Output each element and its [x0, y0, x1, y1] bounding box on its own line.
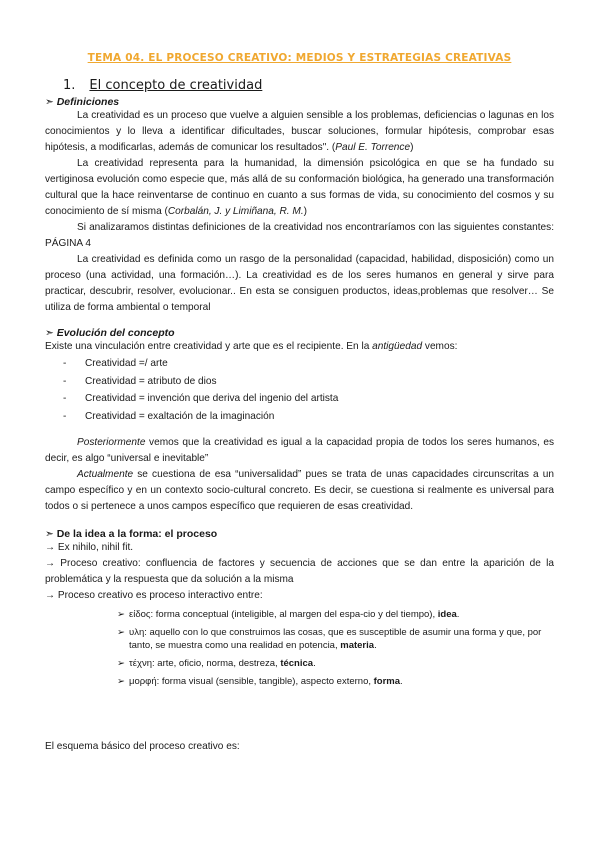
list-item: ➢ τέχνη: arte, oficio, norma, destreza, técnica.	[117, 658, 316, 669]
list-item: - Creatividad = atributo de dios	[63, 373, 554, 391]
list-item: - Creatividad =/ arte	[63, 355, 554, 373]
definition-paragraph-torrence: La creatividad es un proceso que vuelve a alguien sensible a los problemas, deficiencias o lagunas en los conocimientos y lo lleva a identificar dificultades, buscar soluciones, formular hipótesis, comprobar esas hipótesis, a modificarlas, además de comunicar los resultados". (Paul E. Torrence)	[45, 110, 554, 153]
posteriormente-paragraph: Posteriormente vemos que la creatividad es igual a la capacidad propia de todos los seres humanos, es decir, es algo “universal e inevitable”	[45, 437, 554, 464]
proceso-interactivo-line: → Proceso creativo es proceso interactivo entre:	[45, 590, 263, 601]
definition-paragraph-corbalan: La creatividad representa para la humanidad, la dimensión psicológica en que se ha fundado su vertiginosa evolución como especie que, más allá de su conformación biológica, ha generado una transformación cultural que la hace reinventarse de continuo en cuanto a sus formas de vida, su conocimiento del cosmos y su conocimiento de sí misma (Corbalán, J. y Limiñana, R. M.)	[45, 158, 554, 217]
section-title: El concepto de creatividad	[89, 78, 263, 93]
evolucion-intro: Existe una vinculación entre creatividad y arte que es el recipiente. En la antigüedad vemos:	[45, 341, 458, 352]
evolucion-list	[45, 355, 554, 425]
constants-paragraph: Si analizaramos distintas definiciones de la creatividad nos encontraríamos con las siguientes constantes: PÁGINA 4	[45, 222, 554, 249]
proceso-creativo-definition: → Proceso creativo: confluencia de factores y secuencia de acciones que se dan entre la aparición de la problemática y la respuesta que da solución a la misma	[45, 558, 554, 585]
actualmente-paragraph: Actualmente se cuestiona de esa “universalidad” pues se trata de unas capacidades circunscritas a un campo específico y en un contexto socio-cultural concreto. Es decir, se cuestiona si realmente es universal para todos o si pertenece a unos campos específico que requieren de esas creatividad.	[45, 469, 554, 512]
definition-summary-paragraph: La creatividad es definida como un rasgo de la personalidad (capacidad, habilidad, disposición) como un proceso (una actividad, una formación…). La creatividad es de los seres humanos en general y sirve para practicar, descubrir, resolver, evolucionar.. En esta se consiguen productos, ideas,problemas que resolver… Se utiliza de forma ambiental o temporal	[45, 254, 554, 313]
definiciones-heading: ➣ Definiciones	[45, 96, 120, 108]
section-number: 1.	[63, 78, 76, 93]
list-item: ➢ μορφή: forma visual (sensible, tangible), aspecto externo, forma.	[117, 676, 403, 687]
document-title: TEMA 04. EL PROCESO CREATIVO: MEDIOS Y ESTRATEGIAS CREATIVAS	[87, 52, 512, 64]
ex-nihilo-line: → Ex nihilo, nihil fit.	[45, 542, 134, 553]
list-item: - Creatividad = invención que deriva del ingenio del artista	[63, 390, 554, 408]
citation-torrence: Paul E. Torrence	[335, 142, 411, 153]
list-item: ➢ υλη: aquello con lo que construimos las cosas, que es susceptible de asumir una forma y que, por tanto, se muestra como una realidad en potencia, materia.	[117, 627, 542, 651]
evolucion-heading: ➣ Evolución del concepto	[45, 327, 175, 339]
proceso-heading: ➣ De la idea a la forma: el proceso	[45, 528, 218, 540]
greek-concepts-list	[45, 608, 554, 688]
section-heading	[45, 78, 554, 93]
list-item: - Creatividad = exaltación de la imaginación	[63, 408, 554, 426]
citation-corbalan: Corbalán, J. y Limiñana, R. M.	[167, 206, 304, 217]
esquema-line: El esquema básico del proceso creativo es:	[45, 741, 240, 752]
list-item: ➢ είδος: forma conceptual (inteligible, al margen del espa-cio y del tiempo), idea.	[117, 609, 460, 620]
